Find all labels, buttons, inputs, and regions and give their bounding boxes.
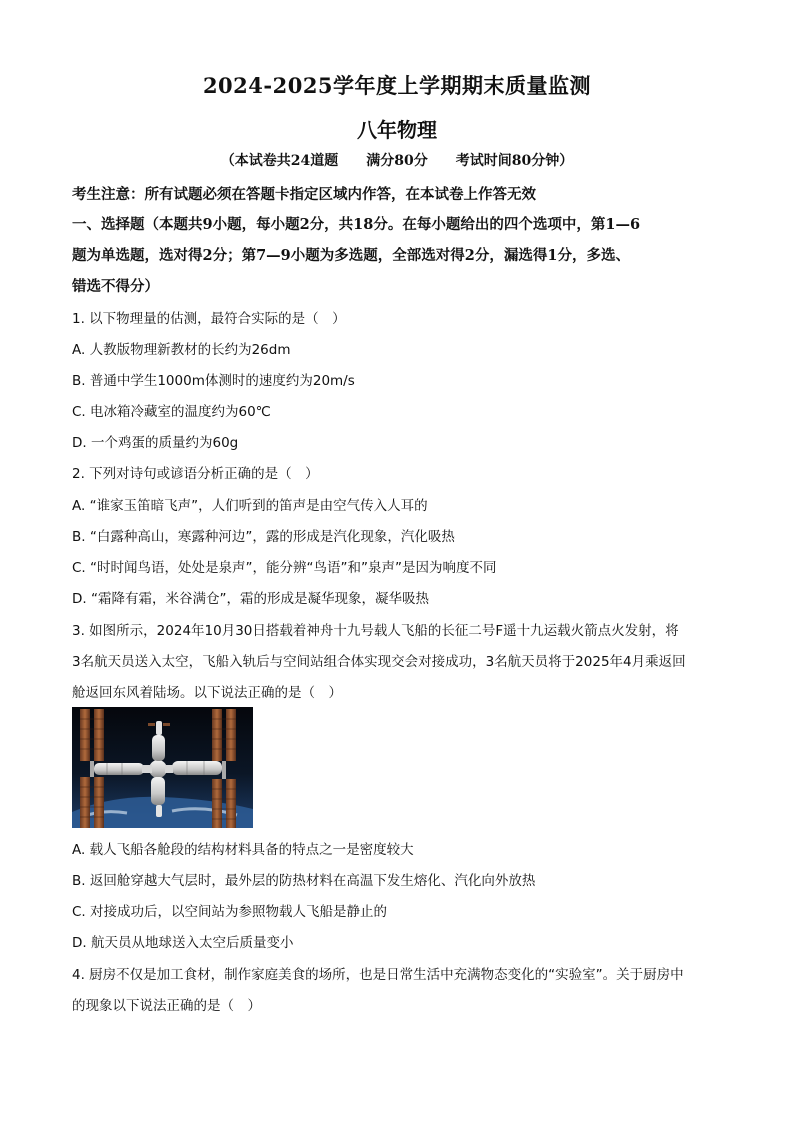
q2-option-c: C. “时时闻鸟语，处处是泉声”，能分辨“鸟语”和”泉声”是因为响度不同 bbox=[72, 560, 497, 576]
section-heading-line-3: 错选不得分） bbox=[72, 278, 159, 295]
q3-stem-line-2: 3名航天员送入太空，飞船入轨后与空间站组合体实现交会对接成功，3名航天员将于2025年4月乘返回 bbox=[72, 654, 686, 670]
q2-option-b: B. “白露种高山，寒露种河边”，露的形成是汽化现象，汽化吸热 bbox=[72, 529, 455, 545]
q4-stem-line-1: 4. 厨房不仅是加工食材，制作家庭美食的场所，也是日常生活中充满物态变化的“实验室”。关于厨房中 bbox=[72, 967, 684, 983]
q1-option-a: A. 人教版物理新教材的长约为26dm bbox=[72, 342, 291, 358]
exam-subject: 八年物理 bbox=[357, 118, 437, 142]
section-heading-line-2: 题为单选题，选对得2分；第7—9小题为多选题，全部选对得2分，漏选得1分，多选、 bbox=[72, 247, 630, 264]
q4-stem-line-2: 的现象以下说法正确的是（ ） bbox=[72, 998, 261, 1014]
q2-stem: 2. 下列对诗句或谚语分析正确的是（ ） bbox=[72, 466, 319, 482]
exam-notice: 考生注意：所有试题必须在答题卡指定区域内作答，在本试卷上作答无效 bbox=[72, 186, 536, 203]
q3-option-d: D. 航天员从地球送入太空后质量变小 bbox=[72, 935, 294, 951]
exam-info: （本试卷共24道题 满分80分 考试时间80分钟） bbox=[220, 153, 574, 169]
q3-stem-line-3: 舱返回东风着陆场。以下说法正确的是（ ） bbox=[72, 685, 342, 701]
q1-stem: 1. 以下物理量的估测，最符合实际的是（ ） bbox=[72, 311, 346, 327]
q3-option-b: B. 返回舱穿越大气层时，最外层的防热材料在高温下发生熔化、汽化向外放热 bbox=[72, 873, 536, 889]
q1-option-d: D. 一个鸡蛋的质量约为60g bbox=[72, 435, 239, 451]
q2-option-a: A. “谁家玉笛暗飞声”，人们听到的笛声是由空气传入人耳的 bbox=[72, 498, 428, 514]
q1-option-c: C. 电冰箱冷藏室的温度约为60℃ bbox=[72, 404, 271, 420]
q3-stem-line-1: 3. 如图所示，2024年10月30日搭载着神舟十九号载人飞船的长征二号F遥十九运载火箭点火发射，将 bbox=[72, 623, 679, 639]
space-station-illustration bbox=[72, 707, 253, 828]
exam-title: 2024-2025学年度上学期期末质量监测 bbox=[202, 73, 592, 98]
q2-option-d: D. “霜降有霜，米谷满仓”，霜的形成是凝华现象，凝华吸热 bbox=[72, 591, 429, 607]
section-heading-line-1: 一、选择题（本题共9小题，每小题2分，共18分。在每小题给出的四个选项中，第1—6 bbox=[72, 216, 641, 233]
q1-option-b: B. 普通中学生1000m体测时的速度约为20m/s bbox=[72, 373, 355, 389]
q3-option-c: C. 对接成功后，以空间站为参照物载人飞船是静止的 bbox=[72, 904, 388, 920]
q3-option-a: A. 载人飞船各舱段的结构材料具备的特点之一是密度较大 bbox=[72, 842, 414, 858]
space-station-image bbox=[72, 707, 253, 828]
